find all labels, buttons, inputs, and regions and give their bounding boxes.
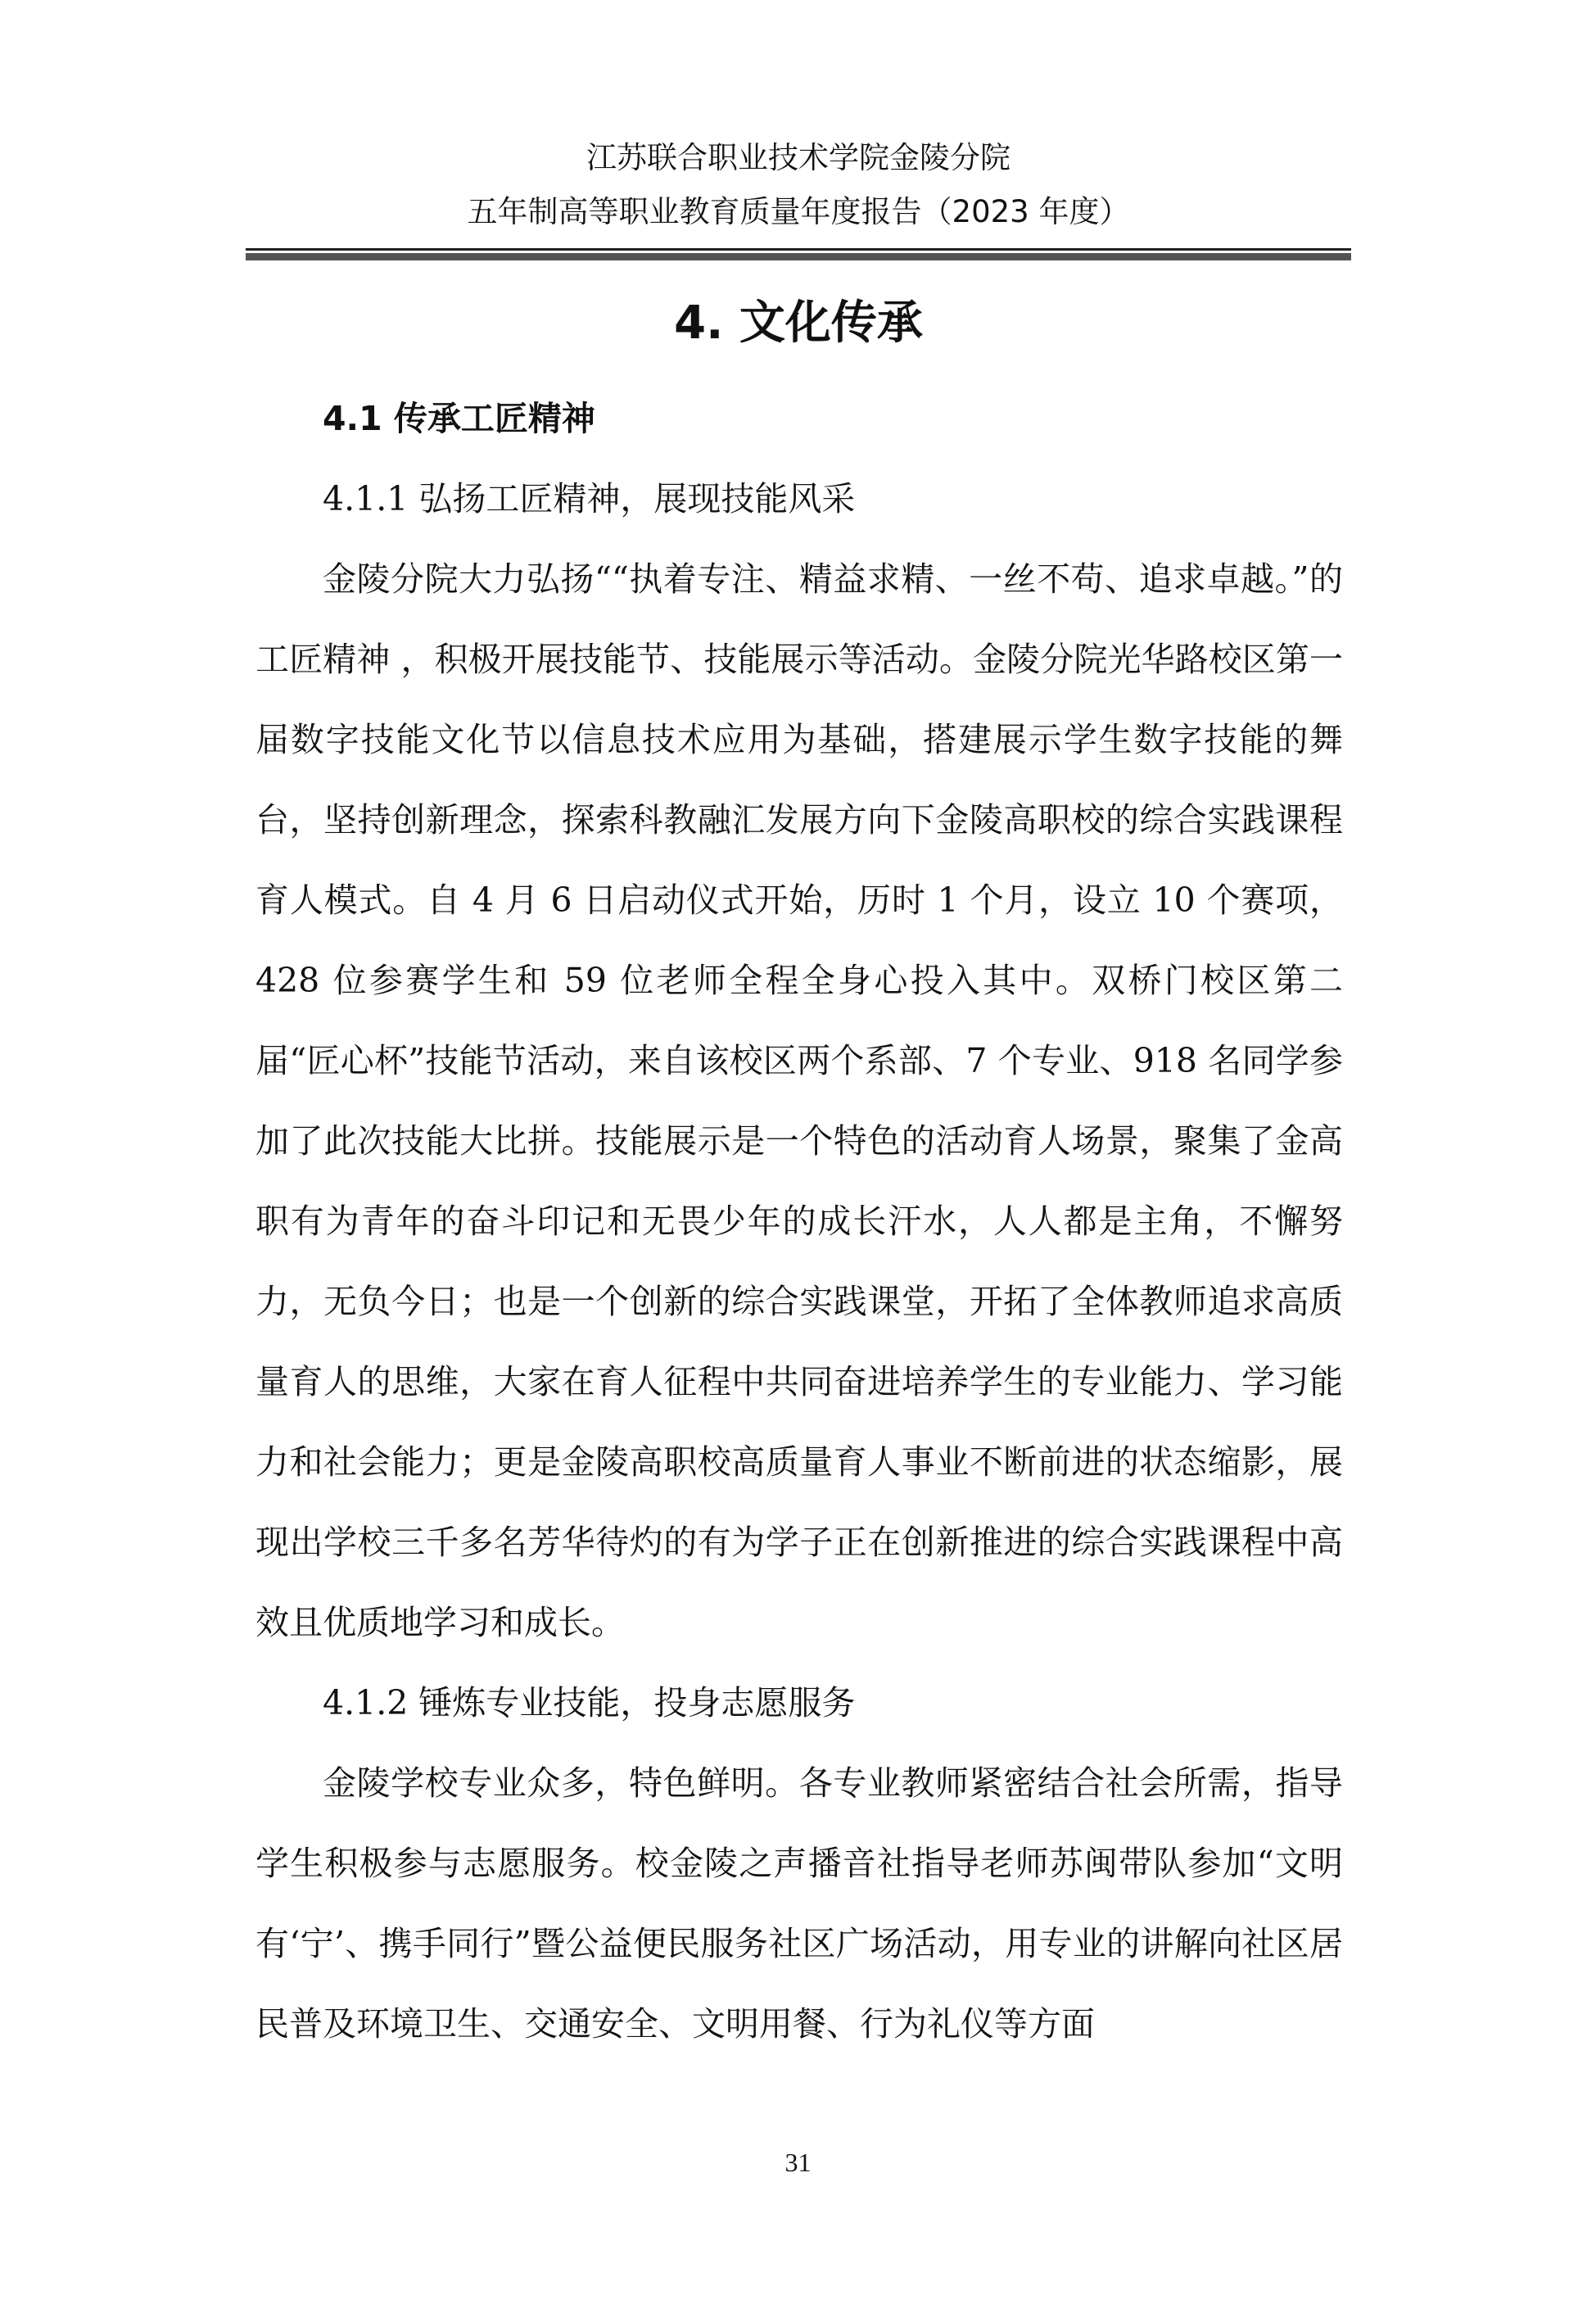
- paragraph-volunteer-service: 金陵学校专业众多，特色鲜明。各专业教师紧密结合社会所需，指导学生积极参与志愿服务。校金陵之声播音社指导老师苏闽带队参加“文明有‘宁’、携手同行”暨公益便民服务社区广场活动，用专业的讲解向社区居民普及环境卫生、交通安全、文明用餐、行为礼仪等方面: [255, 1763, 1343, 2044]
- header-report-title: 五年制高等职业教育质量年度报告（2023 年度）: [467, 194, 1130, 229]
- page-header: [246, 131, 1351, 239]
- header-divider-thick-line: [246, 253, 1351, 260]
- header-divider-thin-line: [246, 248, 1351, 251]
- chapter-title: 4. 文化传承: [674, 296, 923, 350]
- header-institution-name: 江苏联合职业技术学院金陵分院: [586, 140, 1010, 175]
- subsection-title-4-1-2: 4.1.2 锤炼专业技能，投身志愿服务: [323, 1683, 856, 1722]
- header-divider: [246, 248, 1351, 260]
- section-title: 4.1 传承工匠精神: [323, 399, 595, 438]
- page-number: 31: [784, 2148, 812, 2177]
- document-body: [255, 378, 1343, 2064]
- paragraph-craftsmanship: 金陵分院大力弘扬““执着专注、精益求精、一丝不苟、追求卓越。”的工匠精神 ，积极开展技能节、技能展示等活动。金陵分院光华路校区第一届数字技能文化节以信息技术应用为基础，搭建展示学生数字技能的舞台，坚持创新理念，探索科教融汇发展方向下金陵高职校的综合实践课程育人模式。自 4 月 6 日启动仪式开始，历时 1 个月，设立 10 个赛项， 428 位参赛学生和 59 位老师全程全身心投入其中。双桥门校区第二届“匠心杯”技能节活动，来自该校区两个系部、7 个专业、918 名同学参加了此次技能大比拼。技能展示是一个特色的活动育人场景，聚集了金高职有为青年的奋斗印记和无畏少年的成长汗水，人人都是主角，不懈努力，无负今日；也是一个创新的综合实践课堂，开拓了全体教师追求高质量育人的思维，大家在育人征程中共同奋进培养学生的专业能力、学习能力和社会能力；更是金陵高职校高质量育人事业不断前进的状态缩影，展现出学校三千多名芳华待灼的有为学子正在创新推进的综合实践课程中高效且优质地学习和成长。: [255, 559, 1343, 1642]
- subsection-title-4-1-1: 4.1.1 弘扬工匠精神，展现技能风采: [323, 479, 856, 518]
